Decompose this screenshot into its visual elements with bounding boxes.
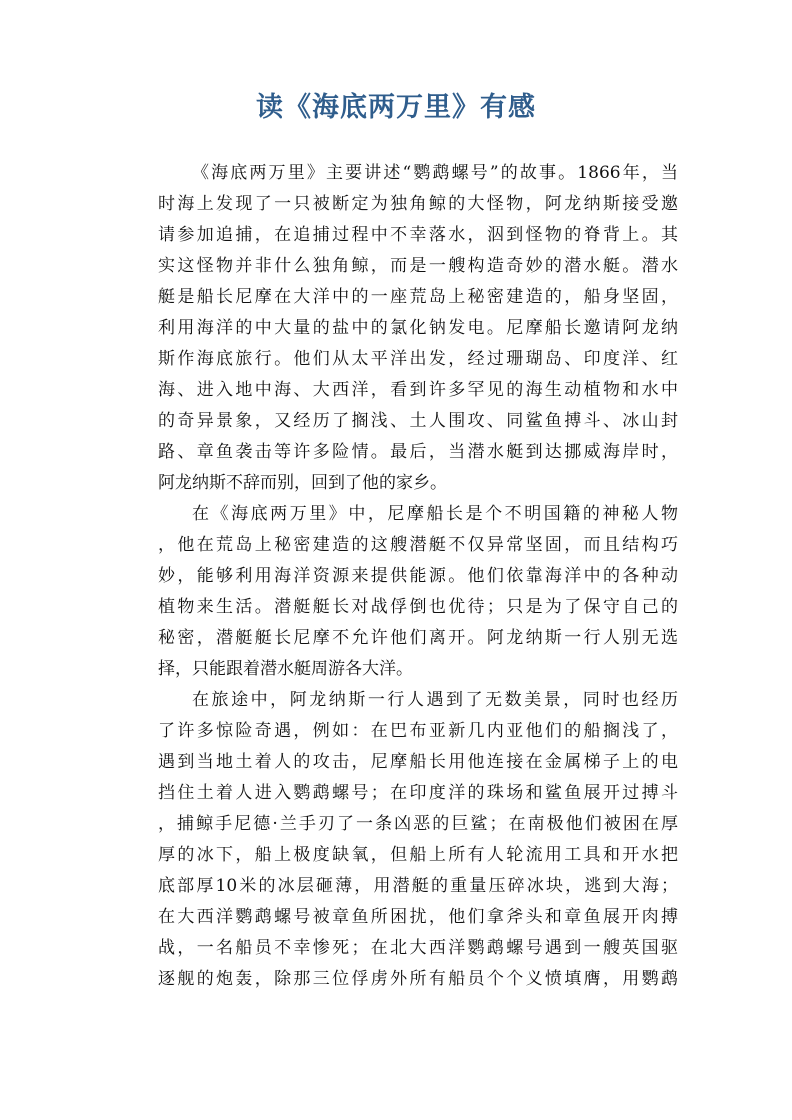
text-line: 实这怪物并非什么独角鲸，而是一艘构造奇妙的潜水艇。潜水: [158, 256, 678, 276]
text-line: ，捕鲸手尼德·兰手刃了一条凶恶的巨鲨；在南极他们被困在厚: [158, 814, 678, 834]
text-line: 秘密，潜艇艇长尼摩不允许他们离开。阿龙纳斯一行人别无选: [158, 628, 678, 648]
text-line: 择，只能跟着潜水艇周游各大洋。: [158, 659, 413, 679]
text-line: 艇是船长尼摩在大洋中的一座荒岛上秘密建造的，船身坚固，: [158, 287, 678, 307]
text-line: 底部厚10米的冰层砸薄，用潜艇的重量压碎冰块，逃到大海；: [158, 876, 678, 896]
document-title: 读《海底两万里》有感: [256, 92, 536, 123]
text-line: 战，一名船员不幸惨死；在北大西洋鹦鹉螺号遇到一艘英国驱: [158, 938, 678, 958]
text-line: 海、进入地中海、大西洋，看到许多罕见的海生动植物和水中: [158, 380, 678, 400]
text-line: ，他在荒岛上秘密建造的这艘潜艇不仅异常坚固，而且结构巧: [158, 535, 678, 555]
text-line: 厚的冰下，船上极度缺氧，但船上所有人轮流用工具和开水把: [158, 845, 678, 865]
text-line: 在《海底两万里》中，尼摩船长是个不明国籍的神秘人物: [192, 504, 678, 524]
text-line: 请参加追捕，在追捕过程中不幸落水，泅到怪物的脊背上。其: [158, 225, 678, 245]
text-line: 在旅途中，阿龙纳斯一行人遇到了无数美景，同时也经历: [192, 690, 678, 710]
text-line: 妙，能够利用海洋资源来提供能源。他们依靠海洋中的各种动: [158, 566, 678, 586]
text-line: 时海上发现了一只被断定为独角鲸的大怪物，阿龙纳斯接受邀: [158, 194, 678, 214]
text-line: 在大西洋鹦鹉螺号被章鱼所困扰，他们拿斧头和章鱼展开肉搏: [158, 907, 678, 927]
text-line: 了许多惊险奇遇，例如：在巴布亚新几内亚他们的船搁浅了，: [158, 721, 678, 741]
text-line: 植物来生活。潜艇艇长对战俘倒也优待；只是为了保守自己的: [158, 597, 678, 617]
text-line: 路、章鱼袭击等许多险情。最后，当潜水艇到达挪威海岸时，: [158, 442, 678, 462]
text-line: 的奇异景象，又经历了搁浅、土人围攻、同鲨鱼搏斗、冰山封: [158, 411, 678, 431]
text-line: 逐舰的炮轰，除那三位俘虏外所有船员个个义愤填膺，用鹦鹉: [158, 969, 678, 989]
document-body: [158, 158, 678, 995]
text-line: 遇到当地土着人的攻击，尼摩船长用他连接在金属梯子上的电: [158, 752, 678, 772]
text-line: 《海底两万里》主要讲述“鹦鹉螺号”的故事。1866年，当: [192, 163, 678, 183]
text-line: 挡住土着人进入鹦鹉螺号；在印度洋的珠场和鲨鱼展开过搏斗: [158, 783, 678, 803]
text-line: 阿龙纳斯不辞而别，回到了他的家乡。: [158, 473, 447, 493]
text-line: 利用海洋的中大量的盐中的氯化钠发电。尼摩船长邀请阿龙纳: [158, 318, 678, 338]
text-line: 斯作海底旅行。他们从太平洋出发，经过珊瑚岛、印度洋、红: [158, 349, 678, 369]
